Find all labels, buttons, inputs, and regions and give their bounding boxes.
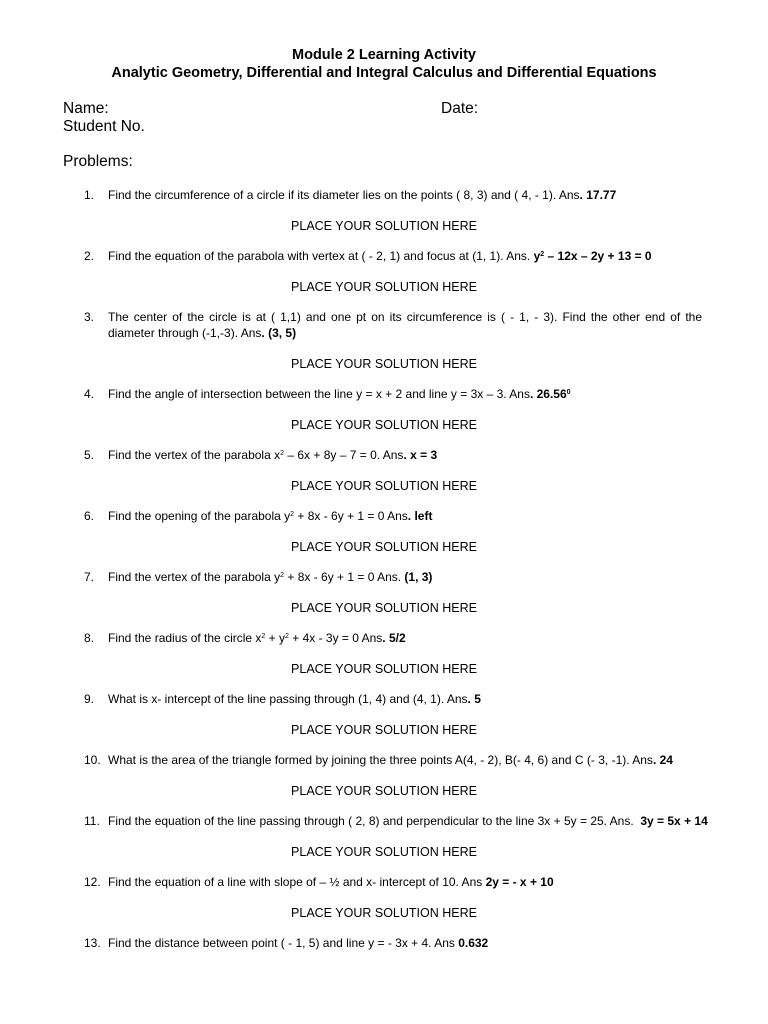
problem-number: 11. (84, 814, 100, 828)
answer-part: . 26.56 (529, 387, 567, 401)
question-exponent: 2 (290, 511, 295, 518)
problem-answer: . 5/2 (382, 631, 406, 645)
question-part: + 8x - 6y + 1 = 0 Ans (294, 509, 408, 523)
problem-number: 9. (84, 692, 95, 706)
problem-question: Find the equation of a line with slope of – ½ and x- intercept of 10. Ans (108, 875, 486, 889)
solution-placeholder: PLACE YOUR SOLUTION HERE (291, 845, 477, 859)
solution-placeholder: PLACE YOUR SOLUTION HERE (291, 601, 477, 615)
problem-question (108, 448, 403, 462)
solution-placeholder: PLACE YOUR SOLUTION HERE (291, 906, 477, 920)
problem-answer (534, 249, 652, 263)
problem-question: Find the distance between point ( - 1, 5) and line y = - 3x + 4. Ans (108, 936, 459, 950)
problem-text (108, 631, 702, 647)
question-exponent: 2 (261, 633, 266, 640)
question-exponent: 2 (285, 633, 289, 640)
problem-text (108, 387, 702, 403)
question-part: Find the radius of the circle x (108, 631, 262, 645)
problem-question (108, 631, 382, 645)
problem-question: Find the equation of the line passing through ( 2, 8) and perpendicular to the line 3x + 5y = 25. Ans. (108, 814, 641, 828)
problem-answer (530, 387, 571, 401)
student-no-label: Student No. (63, 118, 145, 135)
problem-answer: 2y = - x + 10 (485, 875, 554, 889)
problem-text (108, 310, 702, 341)
problem-text (108, 448, 702, 464)
problem-number: 2. (84, 249, 95, 263)
answer-part: – 12x – 2y + 13 = 0 (544, 249, 652, 263)
answer-degree-superscript: 0 (566, 389, 571, 396)
name-label: Name: (63, 100, 109, 117)
document-title: Module 2 Learning Activity (292, 47, 476, 63)
problem-text (108, 570, 702, 586)
problem-number: 1. (84, 188, 95, 202)
question-part: Find the opening of the parabola y (108, 509, 291, 523)
problem-question: Find the equation of the parabola with vertex at ( - 2, 1) and focus at (1, 1). Ans. (108, 249, 534, 263)
problem-number: 10. (84, 753, 101, 767)
solution-placeholder: PLACE YOUR SOLUTION HERE (291, 540, 477, 554)
question-part: – 6x + 8y – 7 = 0. Ans (284, 448, 404, 462)
solution-placeholder: PLACE YOUR SOLUTION HERE (291, 418, 477, 432)
problem-question: What is the area of the triangle formed by joining the three points A(4, - 2), B(- 4, 6) and C (- 3, -1). Ans (108, 753, 653, 767)
problem-number: 3. (84, 310, 95, 324)
solution-placeholder: PLACE YOUR SOLUTION HERE (291, 723, 477, 737)
problem-answer: . 5 (467, 692, 481, 706)
problem-text (108, 692, 702, 708)
solution-placeholder: PLACE YOUR SOLUTION HERE (291, 662, 477, 676)
problem-question (108, 570, 404, 584)
date-label: Date: (441, 100, 479, 117)
problem-question: What is x- intercept of the line passing through (1, 4) and (4, 1). Ans (108, 692, 468, 706)
answer-exponent: 2 (540, 251, 545, 258)
problem-answer: 0.632 (458, 936, 489, 950)
problem-number: 13. (84, 936, 101, 950)
problem-text (108, 814, 708, 830)
problem-text (108, 188, 702, 204)
problem-number: 7. (84, 570, 95, 584)
problem-text (108, 936, 702, 952)
problem-answer: . x = 3 (403, 448, 438, 462)
problem-number: 6. (84, 509, 95, 523)
problem-question (108, 509, 408, 523)
question-part: Find the vertex of the parabola x (108, 448, 281, 462)
problem-number: 4. (84, 387, 95, 401)
problem-number: 12. (84, 875, 101, 889)
solution-placeholder: PLACE YOUR SOLUTION HERE (291, 219, 477, 233)
problem-answer: . 24 (652, 753, 673, 767)
problem-text (108, 509, 702, 525)
solution-placeholder: PLACE YOUR SOLUTION HERE (291, 784, 477, 798)
question-part: + 4x - 3y = 0 Ans (288, 631, 383, 645)
solution-placeholder: PLACE YOUR SOLUTION HERE (291, 280, 477, 294)
problem-number: 8. (84, 631, 95, 645)
solution-placeholder: PLACE YOUR SOLUTION HERE (291, 479, 477, 493)
problem-answer: . left (407, 509, 433, 523)
answer-part: y (533, 249, 541, 263)
question-part: + 8x - 6y + 1 = 0 Ans. (284, 570, 405, 584)
problem-question: The center of the circle is at ( 1,1) and one pt on its circumference is ( - 1, - 3). Find the other end of the diameter through (-1,-3). Ans (108, 310, 702, 340)
problem-question: Find the angle of intersection between the line y = x + 2 and line y = 3x – 3. Ans (108, 387, 530, 401)
problem-answer: . (3, 5) (261, 325, 297, 340)
solution-placeholder: PLACE YOUR SOLUTION HERE (291, 357, 477, 371)
problem-number: 5. (84, 448, 95, 462)
document-subtitle: Analytic Geometry, Differential and Integral Calculus and Differential Equations (111, 65, 657, 81)
question-part: Find the vertex of the parabola y (108, 570, 281, 584)
problem-answer: 3y = 5x + 14 (640, 814, 708, 828)
problem-answer: . 17.77 (579, 188, 617, 202)
problem-text (108, 753, 702, 769)
problem-question: Find the circumference of a circle if its diameter lies on the points ( 8, 3) and ( 4, - 1). Ans (108, 188, 580, 202)
problem-text (108, 249, 702, 265)
question-part: + y (265, 631, 285, 645)
question-exponent: 2 (280, 450, 285, 457)
problem-answer: (1, 3) (404, 570, 433, 584)
question-exponent: 2 (280, 572, 285, 579)
problem-text (108, 875, 702, 891)
problems-heading: Problems: (63, 153, 133, 170)
